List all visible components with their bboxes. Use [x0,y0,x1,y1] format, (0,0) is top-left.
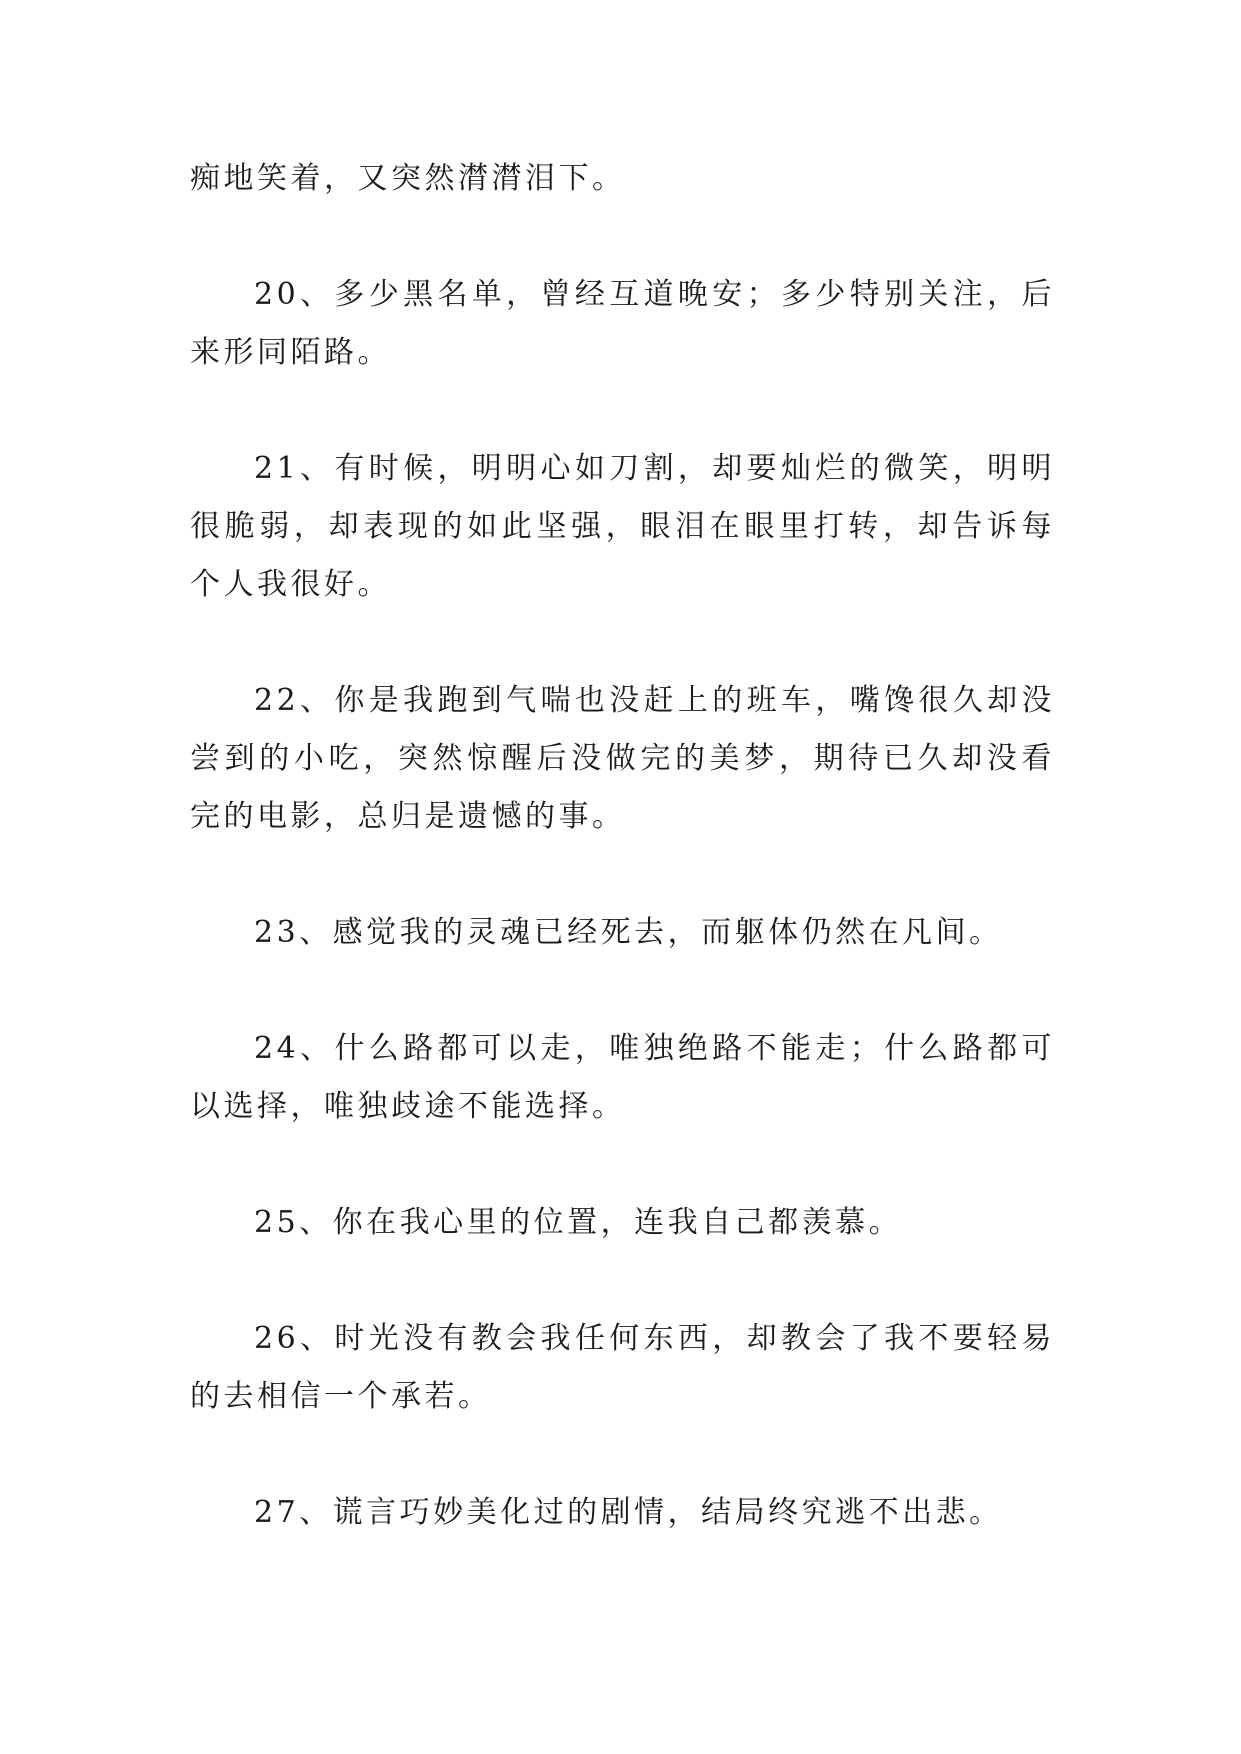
paragraph-item-21: 21、有时候，明明心如刀割，却要灿烂的微笑，明明很脆弱，却表现的如此坚强，眼泪在眼里打转，却告诉每个人我很好。 [190,451,1055,602]
text-column [190,150,1055,1542]
paragraph-item-24: 24、什么路都可以走，唯独绝路不能走；什么路都可以选择，唯独歧途不能选择。 [190,1031,1055,1124]
paragraph-item-25: 25、你在我心里的位置，连我自己都羡慕。 [254,1205,903,1240]
paragraph-item-20: 20、多少黑名单，曾经互道晚安；多少特别关注，后来形同陌路。 [190,277,1055,370]
paragraph-item-22: 22、你是我跑到气喘也没赶上的班车，嘴馋很久却没尝到的小吃，突然惊醒后没做完的美梦，期待已久却没看完的电影，总归是遗憾的事。 [190,683,1055,834]
paragraph-continuation: 痴地笑着，又突然潸潸泪下。 [190,161,626,196]
paragraph-item-27: 27、谎言巧妙美化过的剧情，结局终究逃不出悲。 [254,1495,1003,1530]
paragraph-item-26: 26、时光没有教会我任何东西，却教会了我不要轻易的去相信一个承若。 [190,1321,1055,1414]
paragraph-item-23: 23、感觉我的灵魂已经死去，而躯体仍然在凡间。 [254,915,1003,950]
